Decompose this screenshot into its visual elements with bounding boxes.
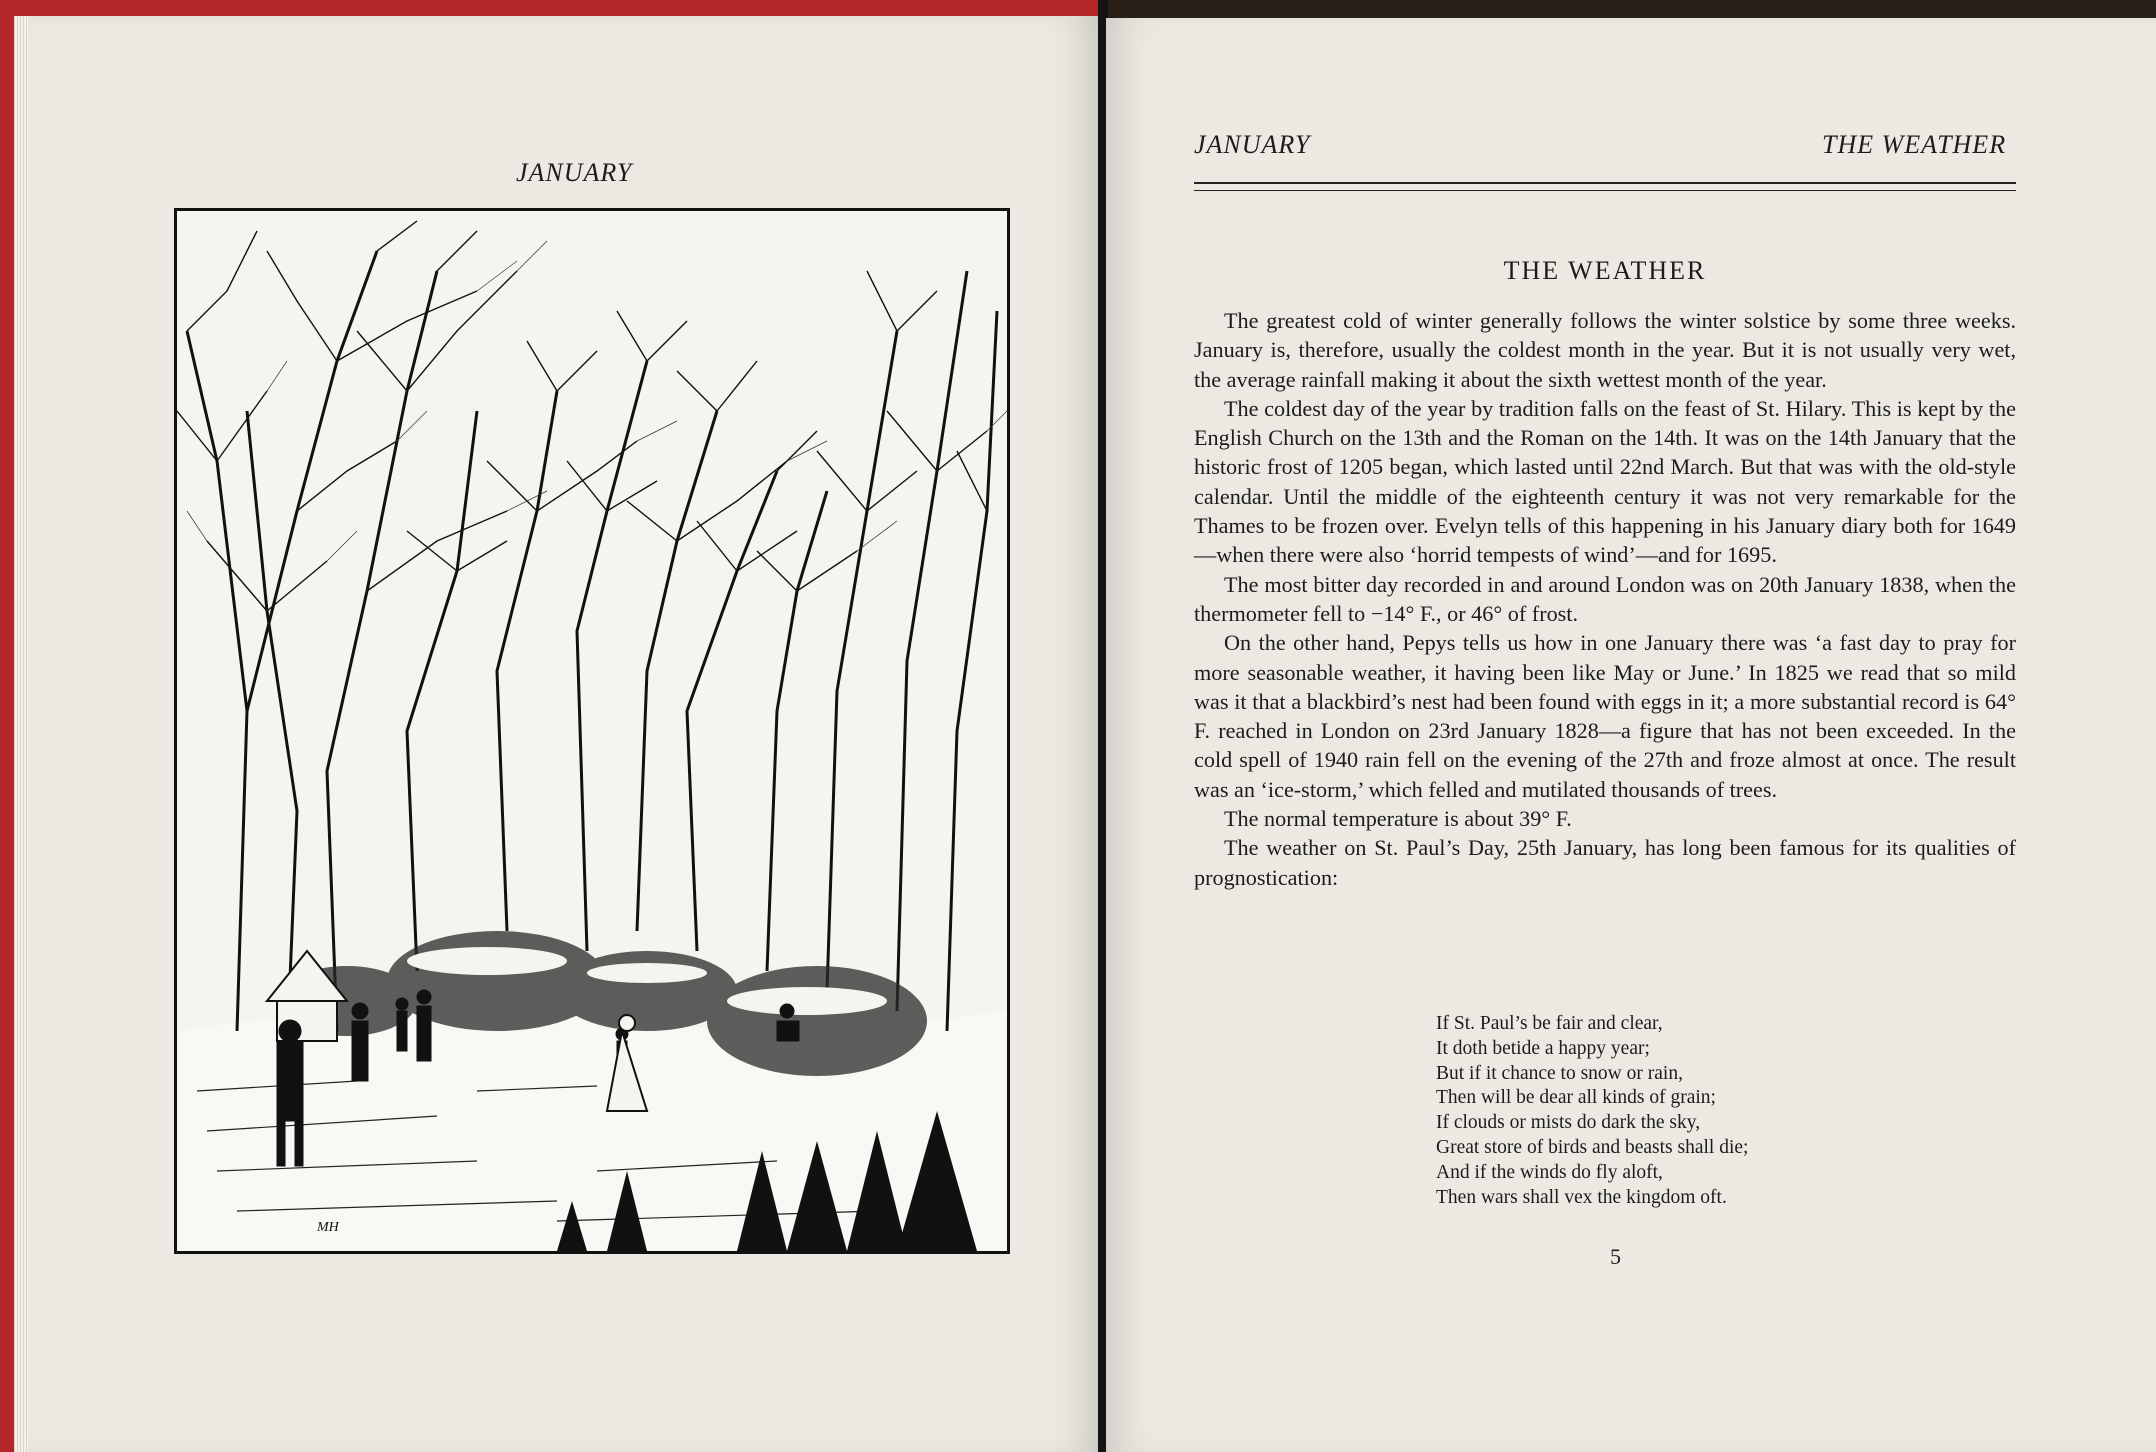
winter-woodland-illustration xyxy=(174,208,1010,1254)
paragraph: The weather on St. Paul’s Day, 25th January, has long been famous for its qualities of prognostication: xyxy=(1194,835,2016,890)
page-edges xyxy=(14,16,28,1452)
paragraph: The coldest day of the year by tradition falls on the feast of St. Hilary. This is kept by the English Church on the 13th and the Roman on the 14th. It was on the 14th January that the historic frost of 1205 began, which lasted until 22nd March. But that was with the old-style calendar. Until the middle of the eighteenth century it was not very remarkable for the Thames to be frozen over. Evelyn tells of this happening in his January diary both for 1649—when there were also ‘horrid tempests of wind’—and for 1695. xyxy=(1194,395,2016,568)
paragraph: The normal temperature is about 39° F. xyxy=(1224,806,1572,832)
section-title: THE WEATHER xyxy=(1503,256,1707,285)
header-rule xyxy=(1194,182,2016,184)
poem-line: Then will be dear all kinds of grain; xyxy=(1436,1087,1716,1109)
page-number: 5 xyxy=(1610,1244,1621,1269)
poem-line: Great store of birds and beasts shall die; xyxy=(1436,1136,1749,1158)
poem-line: And if the winds do fly aloft, xyxy=(1436,1161,1663,1183)
right-running-head-left: JANUARY xyxy=(1194,130,1311,159)
paragraph: The greatest cold of winter generally follows the winter solstice by some three weeks. January is, therefore, usually the coldest month in the year. But it is not usually very wet, the average rainfall making it about the sixth wettest month of the year. xyxy=(1194,308,2016,392)
left-running-head: JANUARY xyxy=(516,158,633,187)
paragraph: The most bitter day recorded in and around London was on 20th January 1838, when the thermometer fell to −14° F., or 46° of frost. xyxy=(1194,571,2016,626)
poem xyxy=(1436,1012,1748,1210)
header-rule-thin xyxy=(1194,190,2016,191)
bleed-through xyxy=(1196,210,2016,239)
poem-line: Then wars shall vex the kingdom oft. xyxy=(1436,1186,1727,1208)
right-running-head-right: THE WEATHER xyxy=(1822,130,2007,159)
body-text xyxy=(1194,306,2016,892)
poem-line: If St. Paul’s be fair and clear, xyxy=(1436,1013,1663,1034)
paragraph: On the other hand, Pepys tells us how in one January there was ‘a fast day to pray for more seasonable weather, it having been like May or June.’ In 1825 we read that so mild was it that a blackbird’s nest had been found with eggs in it; a more substantial record is 64° F. reached in London on 23rd January 1828—a figure that has not been exceeded. In the cold spell of 1940 rain fell on the evening of the 27th and froze almost at once. The result was an ‘ice-storm,’ which felled and mutilated thousands of trees. xyxy=(1194,630,2016,802)
poem-line: It doth betide a happy year; xyxy=(1436,1037,1650,1059)
poem-line: But if it chance to snow or rain, xyxy=(1436,1062,1683,1084)
poem-line: If clouds or mists do dark the sky, xyxy=(1436,1112,1701,1134)
svg-text:MH: MH xyxy=(317,1220,339,1235)
